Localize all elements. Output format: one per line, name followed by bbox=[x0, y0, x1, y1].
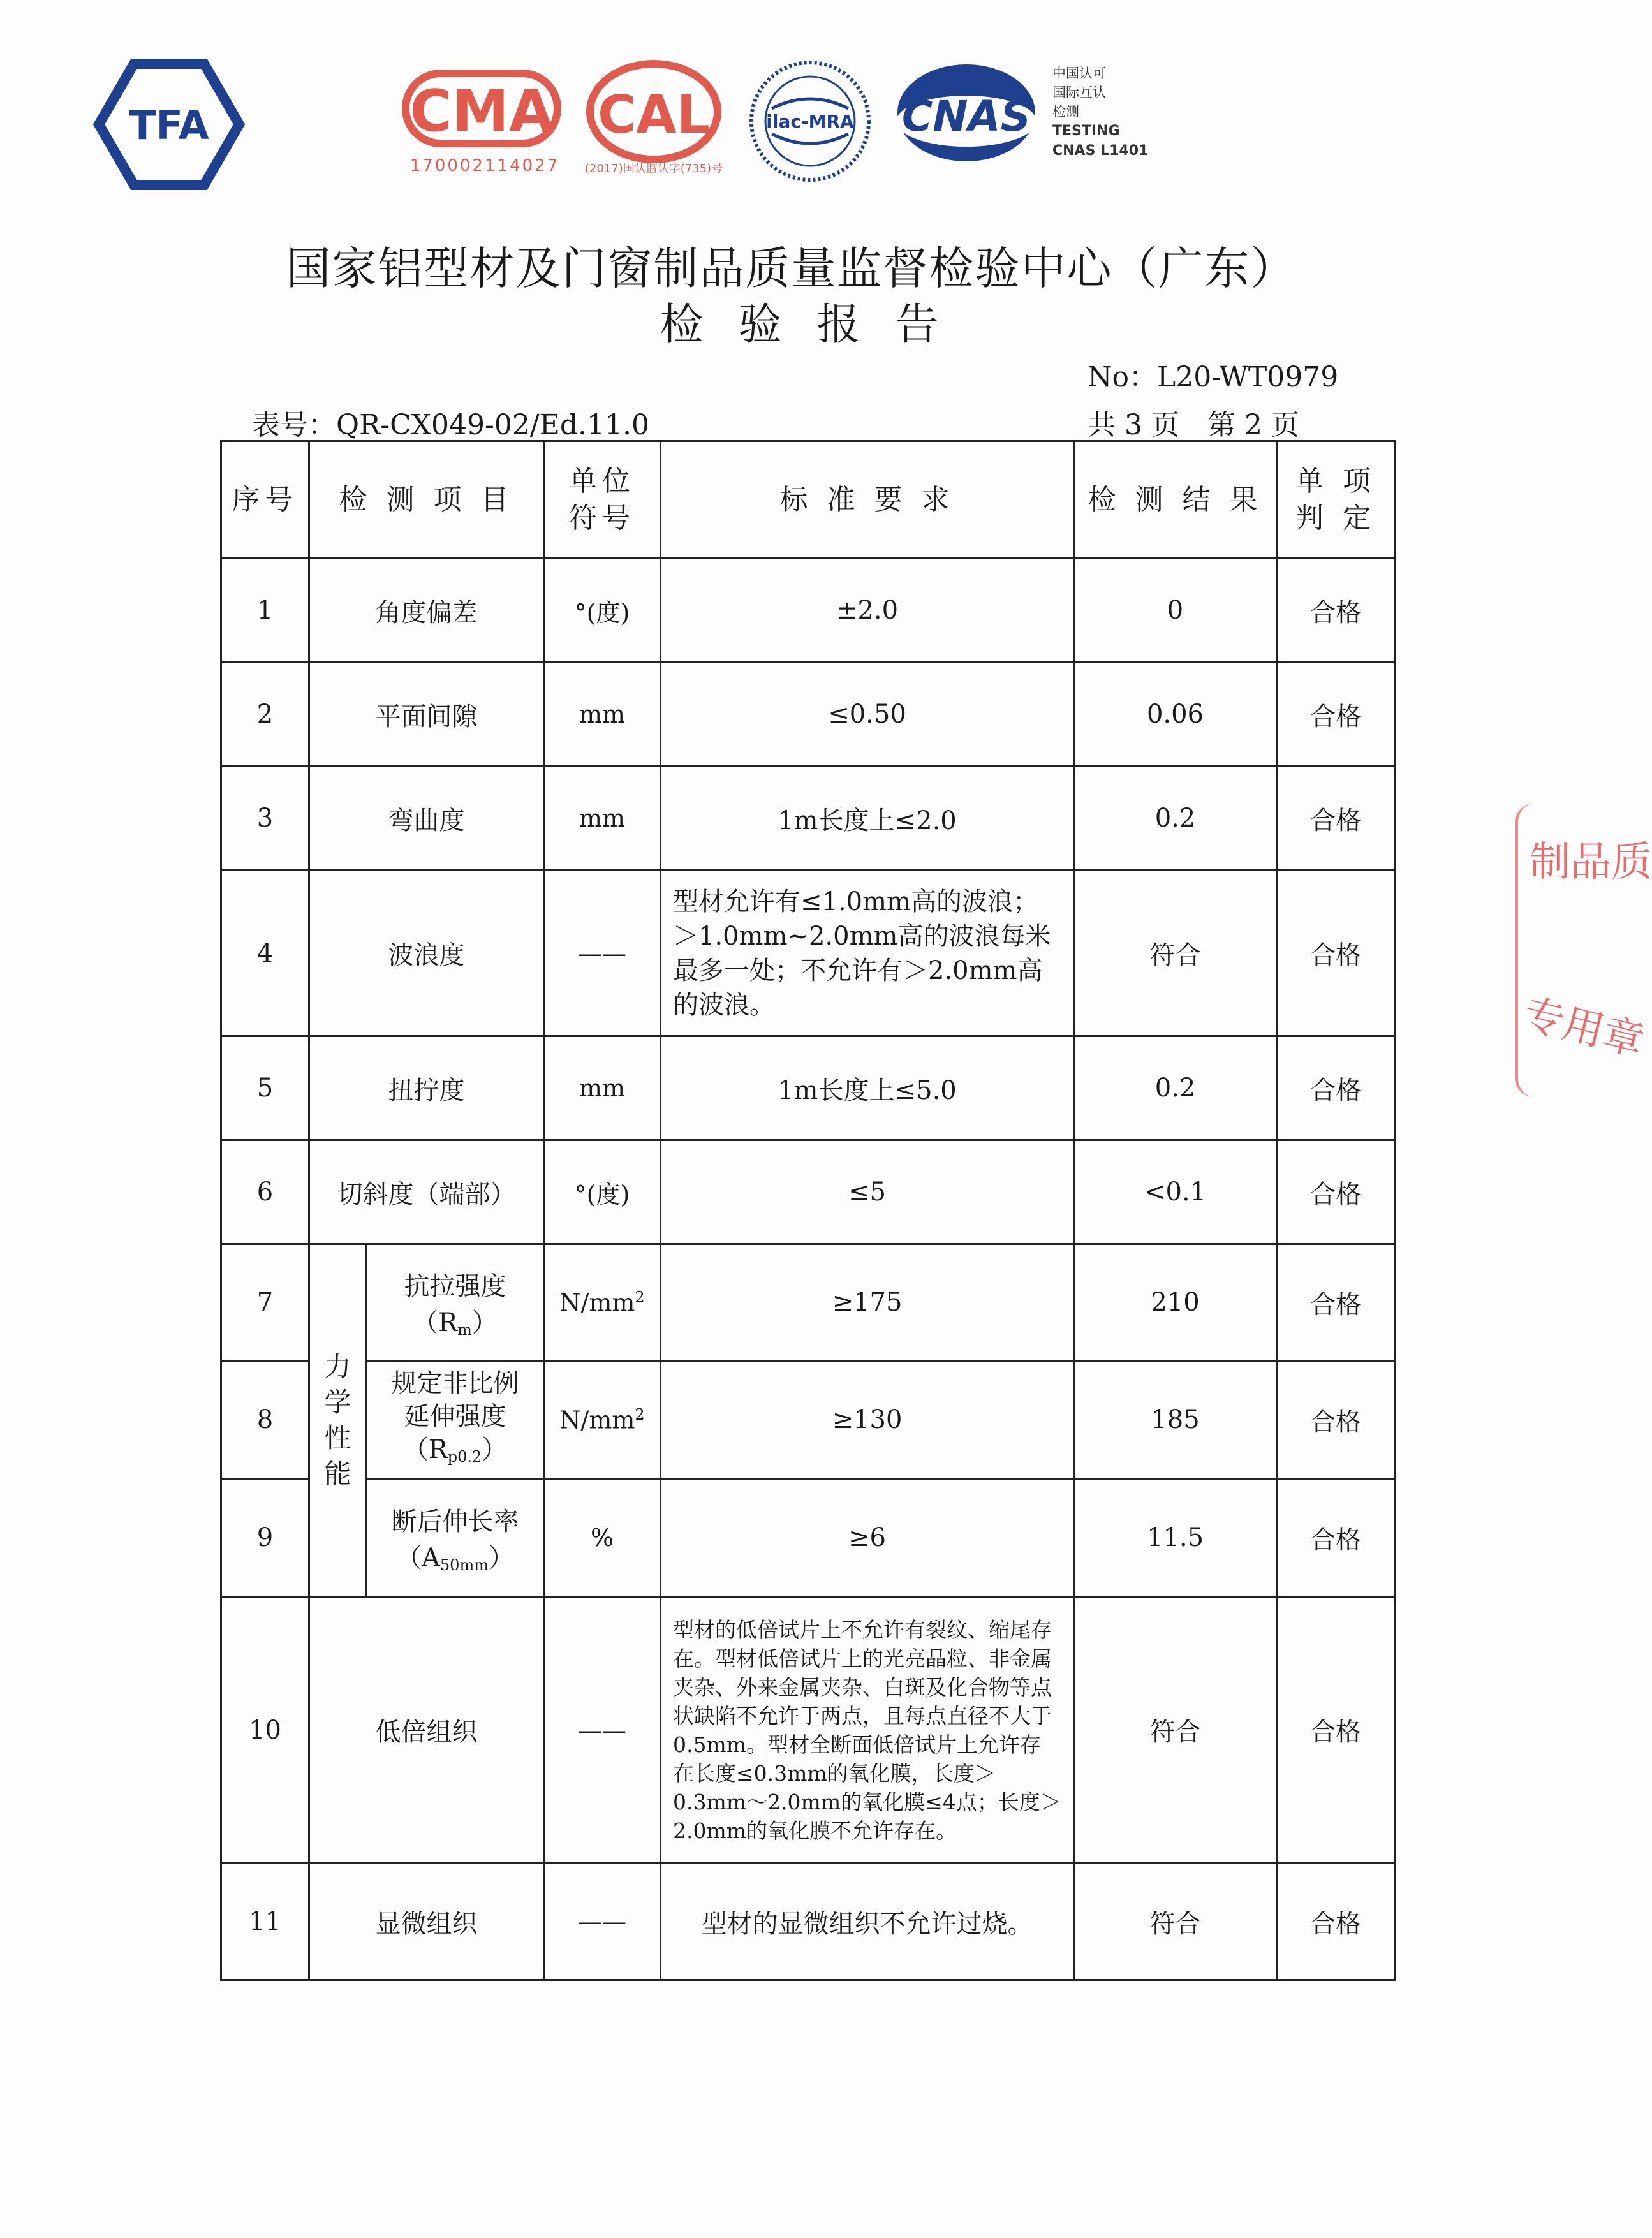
cell-standard: ≤5 bbox=[661, 1140, 1074, 1244]
cell-result: 11.5 bbox=[1074, 1479, 1277, 1597]
cell-standard: ≥175 bbox=[661, 1244, 1074, 1361]
cell-result: 0.2 bbox=[1074, 767, 1277, 871]
header-result: 检 测 结 果 bbox=[1074, 441, 1277, 559]
cell-result: 185 bbox=[1074, 1361, 1277, 1479]
cell-unit: °(度) bbox=[544, 559, 661, 663]
cell-item: 断后伸长率 $(A_{50mm})$ bbox=[367, 1479, 544, 1597]
cell-unit: °(度) bbox=[544, 1140, 661, 1244]
cell-unit: $N/mm^2$ bbox=[544, 1361, 661, 1479]
cell-result: <0.1 bbox=[1074, 1140, 1277, 1244]
svg-text:CAL: CAL bbox=[598, 85, 710, 145]
cell-item: 波浪度 bbox=[309, 871, 544, 1036]
cell-item: 低倍组织 bbox=[309, 1597, 544, 1864]
seal-text-upper: 制品质 bbox=[1530, 839, 1652, 886]
svg-text:CNAS: CNAS bbox=[901, 92, 1031, 141]
cell-judge: 合格 bbox=[1277, 559, 1395, 663]
cell-result: 符合 bbox=[1074, 871, 1277, 1036]
cell-item: 角度偏差 bbox=[309, 559, 544, 663]
cell-seq: 2 bbox=[221, 663, 309, 767]
svg-text:ilac-MRA: ilac-MRA bbox=[766, 111, 854, 132]
cell-unit: mm bbox=[544, 1036, 661, 1140]
cell-seq: 7 bbox=[221, 1244, 309, 1361]
table-row bbox=[221, 871, 1395, 1036]
cell-unit: % bbox=[544, 1479, 661, 1597]
page-info: 共 3 页 第 2 页 bbox=[1088, 409, 1299, 441]
cell-seq: 3 bbox=[221, 767, 309, 871]
table-row bbox=[221, 1244, 1395, 1361]
cal-code: (2017)国认监认字(735)号 bbox=[584, 162, 723, 175]
seal-text-lower: 专用章 bbox=[1518, 990, 1649, 1066]
cell-item: 平面间隙 bbox=[309, 663, 544, 767]
table-row bbox=[221, 559, 1395, 663]
cnas-accreditation-text: 中国认可 国际互认 检测 TESTING CNAS L1401 bbox=[1052, 66, 1149, 159]
inspection-table bbox=[220, 440, 1396, 1981]
report-title: 国家铝型材及门窗制品质量监督检验中心（广东） bbox=[286, 242, 1297, 295]
cell-standard: 型材的低倍试片上不允许有裂纹、缩尾存在。型材低倍试片上的光亮晶粒、非金属夹杂、外来金属夹杂、白斑及化合物等点状缺陷不允许于两点，且每点直径不大于0.5mm。型材全断面低倍试片上允许存在长度≤0.3mm的氧化膜，长度＞0.3mm～2.0mm的氧化膜≤4点；长度＞2.0mm的氧化膜不允许存在。 bbox=[661, 1597, 1074, 1864]
header-unit: 单位 符号 bbox=[544, 441, 661, 559]
table-row bbox=[221, 663, 1395, 767]
cell-judge: 合格 bbox=[1277, 1864, 1395, 1980]
cell-seq: 10 bbox=[221, 1597, 309, 1864]
cell-result: 0.2 bbox=[1074, 1036, 1277, 1140]
cell-result: 210 bbox=[1074, 1244, 1277, 1361]
cell-result: 符合 bbox=[1074, 1597, 1277, 1864]
form-number: 表号：QR-CX049-02/Ed.11.0 bbox=[252, 409, 649, 441]
cell-standard: 1m长度上≤5.0 bbox=[661, 1036, 1074, 1140]
cell-unit: mm bbox=[544, 663, 661, 767]
cell-seq: 4 bbox=[221, 871, 309, 1036]
ilac-mra-logo bbox=[746, 57, 874, 185]
cell-standard: 1m长度上≤2.0 bbox=[661, 767, 1074, 871]
report-number: No：L20-WT0979 bbox=[1088, 361, 1339, 394]
cell-judge: 合格 bbox=[1277, 1479, 1395, 1597]
cell-unit: —— bbox=[544, 1597, 661, 1864]
cell-seq: 8 bbox=[221, 1361, 309, 1479]
table-row bbox=[221, 1140, 1395, 1244]
svg-text:TFA: TFA bbox=[129, 102, 209, 149]
header-item: 检 测 项 目 bbox=[309, 441, 544, 559]
cell-standard: ±2.0 bbox=[661, 559, 1074, 663]
cell-seq: 1 bbox=[221, 559, 309, 663]
cell-standard: 型材的显微组织不允许过烧。 bbox=[661, 1864, 1074, 1980]
cell-judge: 合格 bbox=[1277, 1361, 1395, 1479]
cell-judge: 合格 bbox=[1277, 767, 1395, 871]
cell-standard: ≥130 bbox=[661, 1361, 1074, 1479]
cell-judge: 合格 bbox=[1277, 1597, 1395, 1864]
cell-unit: —— bbox=[544, 1864, 661, 1980]
cell-item: 切斜度（端部） bbox=[309, 1140, 544, 1244]
cell-judge: 合格 bbox=[1277, 663, 1395, 767]
header-seq: 序号 bbox=[221, 441, 309, 559]
cell-unit: —— bbox=[544, 871, 661, 1036]
cell-item: 显微组织 bbox=[309, 1864, 544, 1980]
table-row bbox=[221, 767, 1395, 871]
cell-unit: $N/mm^2$ bbox=[544, 1244, 661, 1361]
cell-seq: 11 bbox=[221, 1864, 309, 1980]
cell-unit: mm bbox=[544, 767, 661, 871]
cnas-logo bbox=[893, 61, 1040, 166]
cell-result: 0.06 bbox=[1074, 663, 1277, 767]
cell-seq: 5 bbox=[221, 1036, 309, 1140]
cell-judge: 合格 bbox=[1277, 1140, 1395, 1244]
cell-item: 弯曲度 bbox=[309, 767, 544, 871]
cell-seq: 6 bbox=[221, 1140, 309, 1244]
header-judge: 单 项 判 定 bbox=[1277, 441, 1395, 559]
table-row bbox=[221, 1864, 1395, 1980]
table-row bbox=[221, 1036, 1395, 1140]
cell-judge: 合格 bbox=[1277, 1244, 1395, 1361]
cell-standard: ≤0.50 bbox=[661, 663, 1074, 767]
cell-item: 抗拉强度 $(R_m)$ bbox=[367, 1244, 544, 1361]
cell-item: 规定非比例 延伸强度 $(R_{p0.2})$ bbox=[367, 1361, 544, 1479]
tfa-logo bbox=[96, 57, 242, 191]
table-row bbox=[221, 1479, 1395, 1597]
svg-text:CMA: CMA bbox=[409, 78, 554, 145]
cma-logo bbox=[402, 61, 561, 156]
cell-standard: 型材允许有≤1.0mm高的波浪；＞1.0mm~2.0mm高的波浪每米最多一处；不允许有＞2.0mm高的波浪。 bbox=[661, 871, 1074, 1036]
group-label-mechanical: 力学性能 bbox=[309, 1244, 367, 1597]
header-standard: 标 准 要 求 bbox=[661, 441, 1074, 559]
table-header-row bbox=[221, 441, 1395, 559]
table-row bbox=[221, 1597, 1395, 1864]
table-row bbox=[221, 1361, 1395, 1479]
cell-standard: ≥6 bbox=[661, 1479, 1074, 1597]
seal-stamp bbox=[1515, 804, 1652, 1097]
cma-code: 170002114027 bbox=[409, 156, 560, 175]
cal-logo bbox=[584, 57, 724, 166]
cell-seq: 9 bbox=[221, 1479, 309, 1597]
report-subtitle: 检验报告 bbox=[660, 300, 974, 350]
cell-judge: 合格 bbox=[1277, 871, 1395, 1036]
cell-result: 符合 bbox=[1074, 1864, 1277, 1980]
cell-judge: 合格 bbox=[1277, 1036, 1395, 1140]
cell-result: 0 bbox=[1074, 559, 1277, 663]
cell-item: 扭拧度 bbox=[309, 1036, 544, 1140]
